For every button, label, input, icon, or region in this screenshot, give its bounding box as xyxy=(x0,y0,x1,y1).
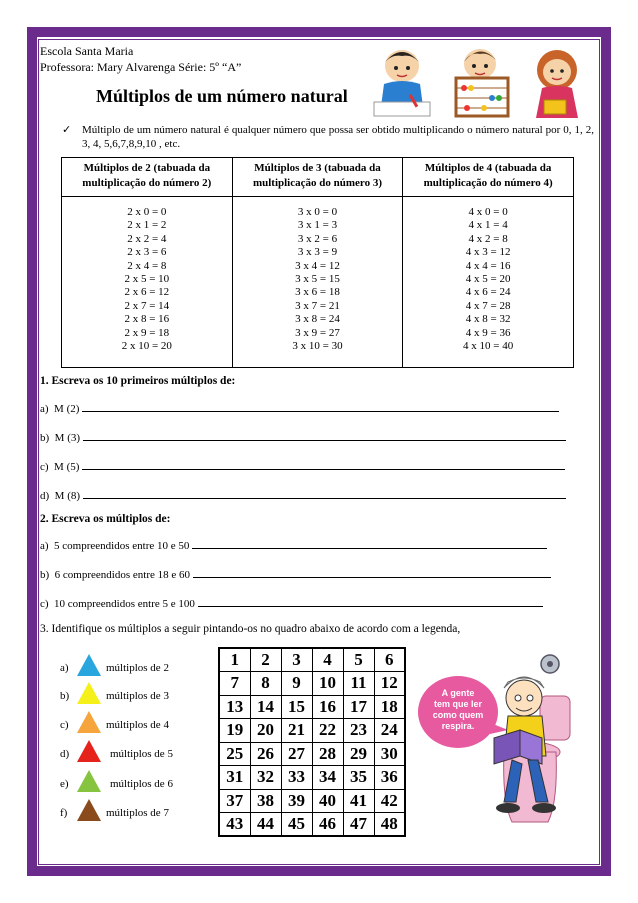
grid-row xyxy=(219,789,405,813)
table-row: 2 x 10 = 20 xyxy=(121,340,172,353)
speech-line-3: como quem xyxy=(432,710,484,720)
grid-row xyxy=(219,813,405,837)
teacher-line: Professora: Mary Alvarenga Série: 5º “A” xyxy=(40,60,242,74)
q1-item-a xyxy=(40,401,559,415)
kid-girl-illustration xyxy=(536,50,578,118)
table-row: 4 x 8 = 32 xyxy=(465,313,511,326)
table-row: 4 x 6 = 24 xyxy=(465,286,511,299)
item-label: M (8) xyxy=(54,490,81,502)
grid-row xyxy=(219,719,405,743)
grid-cell[interactable]: 3 xyxy=(281,648,312,672)
grid-cell[interactable]: 22 xyxy=(312,719,343,743)
grid-cell[interactable]: 35 xyxy=(343,766,374,790)
grid-row xyxy=(219,766,405,790)
legend-letter: a) xyxy=(60,662,69,674)
grid-cell[interactable]: 36 xyxy=(374,766,405,790)
table-row: 4 x 2 = 8 xyxy=(468,232,508,245)
table-row: 3 x 2 = 6 xyxy=(297,232,338,245)
legend-text: múltiplos de 7 xyxy=(106,807,169,819)
table-row: 4 x 5 = 20 xyxy=(465,273,511,286)
grid-cell[interactable]: 25 xyxy=(219,742,250,766)
grid-cell[interactable]: 9 xyxy=(281,672,312,696)
legend-text: múltiplos de 6 xyxy=(110,778,173,790)
table-row: 2 x 6 = 12 xyxy=(124,286,170,299)
table-row: 3 x 1 = 3 xyxy=(297,219,338,232)
speech-line-2: tem que ler xyxy=(433,699,483,709)
grid-cell[interactable]: 17 xyxy=(343,695,374,719)
kid-writing-illustration xyxy=(374,50,430,116)
legend-text: múltiplos de 4 xyxy=(106,719,169,731)
table-row: 2 x 2 = 4 xyxy=(127,232,167,245)
table-row: 3 x 9 = 27 xyxy=(295,326,340,339)
grid-cell[interactable]: 41 xyxy=(343,789,374,813)
table-row: 3 x 3 = 9 xyxy=(297,246,338,259)
q2-item-c xyxy=(40,596,543,610)
grid-cell[interactable]: 13 xyxy=(219,695,250,719)
legend-text: múltiplos de 5 xyxy=(110,748,173,760)
table-row: 2 x 0 = 0 xyxy=(127,206,167,218)
legend-letter: b) xyxy=(60,690,70,702)
definition-text: Múltiplo de um número natural é qualquer número que possa ser obtido multiplicando o número natural por 0, 1, 2, 3, 4, 5,6,7,8,9,10 , etc. xyxy=(82,124,594,150)
grid-row xyxy=(219,672,405,696)
answer-line[interactable] xyxy=(83,488,566,499)
kid-abacus-illustration xyxy=(456,49,508,116)
grid-row xyxy=(219,648,405,672)
item-label: 5 compreendidos entre 10 e 50 xyxy=(54,540,190,552)
grid-cell[interactable]: 27 xyxy=(281,742,312,766)
table-column-4 xyxy=(403,197,574,368)
grid-cell[interactable]: 2 xyxy=(250,648,281,672)
table-row: 3 x 6 = 18 xyxy=(295,286,340,299)
grid-cell[interactable]: 26 xyxy=(250,742,281,766)
table-row: 3 x 7 = 21 xyxy=(295,299,340,312)
grid-cell[interactable]: 21 xyxy=(281,719,312,743)
triangle-icon xyxy=(76,769,102,793)
q2-item-b xyxy=(40,567,551,581)
table-row: 3 x 0 = 0 xyxy=(297,206,338,218)
table-row: 3 x 10 = 30 xyxy=(292,340,343,353)
table-row: 2 x 3 = 6 xyxy=(127,246,167,259)
grid-cell[interactable]: 6 xyxy=(374,648,405,672)
table-row: 4 x 0 = 0 xyxy=(468,206,508,218)
grid-cell[interactable]: 39 xyxy=(281,789,312,813)
item-letter: c) xyxy=(40,598,49,610)
grid-cell[interactable]: 47 xyxy=(343,813,374,837)
table-heading-2: Múltiplos de 2 (tabuada da multiplicação do número 2) xyxy=(62,158,233,197)
reading-boy-cartoon xyxy=(412,652,582,838)
table-row: 4 x 4 = 16 xyxy=(465,259,511,272)
answer-line[interactable] xyxy=(82,401,559,412)
triangle-icon xyxy=(76,681,102,705)
checkmark-icon: ✓ xyxy=(62,123,72,136)
legend-text: múltiplos de 2 xyxy=(106,662,169,674)
grid-cell[interactable]: 28 xyxy=(312,742,343,766)
table-row: 3 x 4 = 12 xyxy=(295,259,340,272)
item-label: M (3) xyxy=(54,432,81,444)
table-row: 2 x 1 = 2 xyxy=(127,219,167,232)
q2-item-a xyxy=(40,538,547,552)
grid-cell[interactable]: 20 xyxy=(250,719,281,743)
table-heading-3: Múltiplos de 3 (tabuada da multiplicação do número 3) xyxy=(232,158,403,197)
grid-cell[interactable]: 48 xyxy=(374,813,405,837)
item-label: 10 compreendidos entre 5 e 100 xyxy=(54,598,195,610)
item-letter: c) xyxy=(40,461,49,473)
table-row: 2 x 5 = 10 xyxy=(124,273,170,286)
item-letter: b) xyxy=(40,569,50,581)
legend-text: múltiplos de 3 xyxy=(106,690,169,702)
triangle-icon xyxy=(76,710,102,734)
grid-cell[interactable]: 4 xyxy=(312,648,343,672)
multiplication-tables xyxy=(61,157,574,368)
grid-cell[interactable]: 23 xyxy=(343,719,374,743)
triangle-icon xyxy=(76,798,102,822)
grid-cell[interactable]: 11 xyxy=(343,672,374,696)
q1-item-c xyxy=(40,459,565,473)
triangle-icon xyxy=(76,739,102,763)
grid-cell[interactable]: 33 xyxy=(281,766,312,790)
table-column-2 xyxy=(62,197,233,368)
grid-cell[interactable]: 44 xyxy=(250,813,281,837)
legend-letter: c) xyxy=(60,719,69,731)
school-name: Escola Santa Maria xyxy=(40,44,134,58)
table-row: 3 x 8 = 24 xyxy=(295,313,340,326)
grid-cell[interactable]: 5 xyxy=(343,648,374,672)
table-row: 3 x 5 = 15 xyxy=(295,273,340,286)
item-letter: d) xyxy=(40,490,50,502)
table-row: 2 x 7 = 14 xyxy=(124,299,170,312)
grid-cell[interactable]: 38 xyxy=(250,789,281,813)
item-label: M (2) xyxy=(54,403,80,415)
item-label: M (5) xyxy=(54,461,80,473)
grid-cell[interactable]: 37 xyxy=(219,789,250,813)
grid-cell[interactable]: 15 xyxy=(281,695,312,719)
question-1-title: 1. Escreva os 10 primeiros múltiplos de: xyxy=(40,375,236,387)
triangle-icon xyxy=(76,653,102,677)
kids-illustration xyxy=(372,44,592,126)
grid-row xyxy=(219,742,405,766)
grid-cell[interactable]: 24 xyxy=(374,719,405,743)
grid-cell[interactable]: 16 xyxy=(312,695,343,719)
grid-cell[interactable]: 42 xyxy=(374,789,405,813)
speech-line-1: A gente xyxy=(441,688,475,698)
table-column-3 xyxy=(232,197,403,368)
grid-cell[interactable]: 43 xyxy=(219,813,250,837)
question-3-title: 3. Identifique os múltiplos a seguir pintando-os no quadro abaixo de acordo com a legenda, xyxy=(40,623,461,635)
table-row: 4 x 9 = 36 xyxy=(465,326,511,339)
item-letter: b) xyxy=(40,432,50,444)
table-row: 4 x 10 = 40 xyxy=(463,340,514,353)
item-letter: a) xyxy=(40,540,49,552)
grid-cell[interactable]: 18 xyxy=(374,695,405,719)
grid-cell[interactable]: 8 xyxy=(250,672,281,696)
grid-cell[interactable]: 40 xyxy=(312,789,343,813)
grid-cell[interactable]: 12 xyxy=(374,672,405,696)
grid-row xyxy=(219,695,405,719)
grid-cell[interactable]: 45 xyxy=(281,813,312,837)
answer-line[interactable] xyxy=(83,430,566,441)
answer-line[interactable] xyxy=(82,459,565,470)
grid-cell[interactable]: 30 xyxy=(374,742,405,766)
grid-cell[interactable]: 19 xyxy=(219,719,250,743)
grid-cell[interactable]: 32 xyxy=(250,766,281,790)
grid-cell[interactable]: 46 xyxy=(312,813,343,837)
grid-cell[interactable]: 1 xyxy=(219,648,250,672)
item-label: 6 compreendidos entre 18 e 60 xyxy=(54,569,190,581)
speech-line-4: respira. xyxy=(441,721,475,731)
table-row: 4 x 3 = 12 xyxy=(465,246,511,259)
grid-cell[interactable]: 14 xyxy=(250,695,281,719)
legend-letter: e) xyxy=(60,778,69,790)
table-row: 2 x 4 = 8 xyxy=(127,259,167,272)
answer-line[interactable] xyxy=(193,567,551,578)
answer-line[interactable] xyxy=(198,596,543,607)
table-heading-4: Múltiplos de 4 (tabuada da multiplicação do número 4) xyxy=(403,158,574,197)
grid-cell[interactable]: 7 xyxy=(219,672,250,696)
grid-cell[interactable]: 29 xyxy=(343,742,374,766)
page-title: Múltiplos de um número natural xyxy=(96,86,348,106)
grid-cell[interactable]: 10 xyxy=(312,672,343,696)
legend-letter: d) xyxy=(60,748,70,760)
answer-line[interactable] xyxy=(192,538,547,549)
q1-item-d xyxy=(40,488,566,502)
table-row: 2 x 8 = 16 xyxy=(124,313,170,326)
grid-cell[interactable]: 34 xyxy=(312,766,343,790)
legend-letter: f) xyxy=(60,807,68,819)
item-letter: a) xyxy=(40,403,49,415)
table-row: 4 x 1 = 4 xyxy=(468,219,508,232)
q1-item-b xyxy=(40,430,566,444)
table-row: 4 x 7 = 28 xyxy=(465,299,511,312)
table-row: 2 x 9 = 18 xyxy=(124,326,170,339)
number-grid xyxy=(218,647,406,837)
question-2-title: 2. Escreva os múltiplos de: xyxy=(40,513,171,525)
grid-cell[interactable]: 31 xyxy=(219,766,250,790)
